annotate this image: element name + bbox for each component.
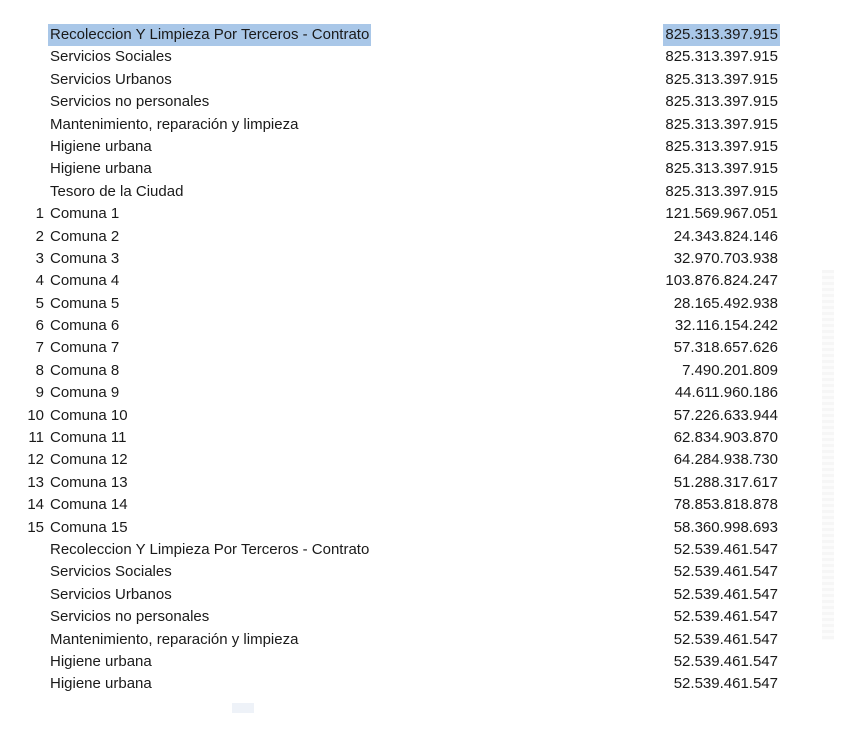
row-label: Comuna 10 [50, 406, 128, 424]
row-value: 825.313.397.915 [665, 160, 778, 178]
row-value: 64.284.938.730 [673, 451, 778, 469]
table-row[interactable] [0, 629, 800, 651]
row-number: 1 [35, 205, 44, 223]
row-label: Comuna 12 [50, 451, 128, 469]
row-label: Servicios Sociales [50, 563, 172, 581]
table-row[interactable] [0, 651, 800, 673]
row-number: 14 [27, 496, 44, 514]
row-value: 32.116.154.242 [674, 317, 778, 335]
table-row[interactable] [0, 673, 800, 695]
row-number: 15 [27, 518, 44, 536]
row-value: 52.539.461.547 [673, 652, 778, 670]
table-row[interactable] [0, 561, 800, 583]
row-number: 13 [27, 473, 44, 491]
table-row[interactable] [0, 293, 800, 315]
row-label: Comuna 8 [50, 361, 120, 379]
row-value: 825.313.397.915 [665, 115, 778, 133]
row-label: Comuna 15 [50, 518, 128, 536]
table-row[interactable] [0, 606, 800, 628]
table-row[interactable] [0, 181, 800, 203]
row-label: Comuna 5 [50, 294, 120, 312]
row-label: Servicios no personales [50, 93, 210, 111]
background-legend-swatch [232, 703, 254, 713]
row-label: Servicios Urbanos [50, 70, 172, 88]
row-value: 44.611.960.186 [674, 384, 778, 402]
row-value: 825.313.397.915 [665, 70, 778, 88]
row-value: 52.539.461.547 [673, 630, 778, 648]
row-value: 52.539.461.547 [673, 608, 778, 626]
row-value: 51.288.317.617 [673, 473, 778, 491]
row-label: Servicios Sociales [50, 48, 172, 66]
row-label: Recoleccion Y Limpieza Por Terceros - Contrato [48, 24, 371, 46]
row-number: 2 [35, 227, 44, 245]
row-label: Comuna 7 [50, 339, 120, 357]
row-value: 103.876.824.247 [665, 272, 778, 290]
table-row[interactable] [0, 472, 800, 494]
table-row[interactable] [0, 494, 800, 516]
row-label: Higiene urbana [50, 160, 152, 178]
table-row[interactable] [0, 136, 800, 158]
row-number: 3 [35, 249, 44, 267]
row-label: Mantenimiento, reparación y limpieza [50, 630, 299, 648]
row-label: Higiene urbana [50, 675, 152, 693]
row-value: 121.569.967.051 [665, 205, 778, 223]
row-value: 825.313.397.915 [663, 24, 780, 46]
row-value: 52.539.461.547 [673, 540, 778, 558]
table-row[interactable] [0, 91, 800, 113]
row-number: 7 [35, 339, 44, 357]
row-label: Recoleccion Y Limpieza Por Terceros - Contrato [50, 540, 370, 558]
row-value: 24.343.824.146 [673, 227, 778, 245]
table-row[interactable] [0, 46, 800, 68]
table-row[interactable] [0, 69, 800, 91]
table-row[interactable] [0, 248, 800, 270]
row-label: Comuna 1 [50, 205, 120, 223]
row-label: Servicios Urbanos [50, 585, 172, 603]
row-value: 52.539.461.547 [673, 675, 778, 693]
table-row[interactable] [0, 158, 800, 180]
row-label: Servicios no personales [50, 608, 210, 626]
row-number: 4 [35, 272, 44, 290]
row-label: Comuna 13 [50, 473, 128, 491]
row-value: 57.318.657.626 [673, 339, 778, 357]
table-row[interactable] [0, 427, 800, 449]
row-number: 10 [27, 406, 44, 424]
row-value: 28.165.492.938 [673, 294, 778, 312]
table-row[interactable] [0, 539, 800, 561]
row-value: 7.490.201.809 [682, 361, 778, 379]
row-label: Higiene urbana [50, 137, 152, 155]
row-value: 62.834.903.870 [673, 429, 778, 447]
table-row[interactable] [0, 114, 800, 136]
table-row[interactable] [0, 315, 800, 337]
background-scrollbar-artifact [822, 270, 834, 640]
table-row[interactable] [0, 337, 800, 359]
row-label: Comuna 11 [50, 429, 127, 447]
row-value: 57.226.633.944 [673, 406, 778, 424]
table-row[interactable] [0, 360, 800, 382]
row-label: Tesoro de la Ciudad [50, 182, 184, 200]
row-value: 52.539.461.547 [673, 585, 778, 603]
row-value: 825.313.397.915 [665, 137, 778, 155]
row-number: 11 [28, 429, 44, 447]
row-label: Comuna 6 [50, 317, 120, 335]
table-row[interactable] [0, 517, 800, 539]
table-row[interactable] [0, 405, 800, 427]
row-label: Comuna 9 [50, 384, 120, 402]
row-number: 5 [35, 294, 44, 312]
data-table [0, 24, 800, 696]
row-value: 58.360.998.693 [673, 518, 778, 536]
row-label: Comuna 4 [50, 272, 120, 290]
table-row[interactable] [0, 270, 800, 292]
row-value: 32.970.703.938 [673, 249, 778, 267]
table-row-selected[interactable] [0, 24, 800, 46]
row-label: Comuna 14 [50, 496, 128, 514]
row-label: Comuna 3 [50, 249, 120, 267]
row-label: Comuna 2 [50, 227, 120, 245]
row-label: Mantenimiento, reparación y limpieza [50, 115, 299, 133]
table-row[interactable] [0, 203, 800, 225]
row-number: 12 [27, 451, 44, 469]
row-number: 9 [35, 384, 44, 402]
row-label: Higiene urbana [50, 652, 152, 670]
table-row[interactable] [0, 226, 800, 248]
row-number: 8 [35, 361, 44, 379]
row-number: 6 [35, 317, 44, 335]
row-value: 52.539.461.547 [673, 563, 778, 581]
table-row[interactable] [0, 584, 800, 606]
row-value: 825.313.397.915 [665, 182, 778, 200]
row-value: 825.313.397.915 [665, 93, 778, 111]
row-value: 78.853.818.878 [673, 496, 778, 514]
row-value: 825.313.397.915 [665, 48, 778, 66]
table-row[interactable] [0, 449, 800, 471]
table-row[interactable] [0, 382, 800, 404]
